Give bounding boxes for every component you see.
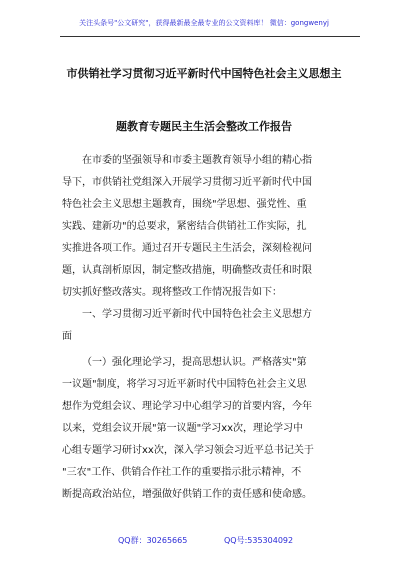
document-title-line-1: 市供销社学习贯彻习近平新时代中国特色社会主义思想主 xyxy=(66,67,342,80)
section-heading-line: 一、学习贯彻习近平新时代中国特色社会主义思想方 xyxy=(82,309,312,320)
subsection-line: 以来，党组会议开展"第一议题"学习xx次，理论学习中 xyxy=(62,423,304,434)
intro-line: 在市委的坚强领导和市委主题教育领导小组的精心指 xyxy=(82,155,312,166)
header-divider xyxy=(60,36,360,37)
section-heading-line: 面 xyxy=(62,331,72,342)
intro-line: 特色社会主义思想主题教育，围绕"学思想、强党性、重 xyxy=(62,199,307,210)
intro-paragraph xyxy=(62,150,348,348)
subsection-line: "三农"工作、供销合作社工作的重要指示批示精神，不 xyxy=(62,467,302,478)
footer-contact xyxy=(0,534,408,548)
qq-group-text: QQ群：30265665 xyxy=(118,536,188,545)
promo-banner: 关注头条号"公文研究"，获得最新最全最专业的公文资料库！ 微信：gongwenyj xyxy=(79,19,329,27)
intro-line: 题，认真剖析原因，制定整改措施，明确整改责任和时限 xyxy=(62,265,312,276)
subsection-line: 一议题"制度，将学习习近平新时代中国特色社会主义思 xyxy=(62,379,307,390)
subsection-line: （一）强化理论学习，提高思想认识。严格落实"第 xyxy=(82,357,307,368)
subsection-line: 想作为党组会议、理论学习中心组学习的首要内容，今年 xyxy=(62,401,312,412)
intro-line: 切实抓好整改落实。现将整改工作情况报告如下： xyxy=(62,287,282,298)
subsection-line: 断提高政治站位，增强做好供销工作的责任感和使命感。 xyxy=(62,489,312,500)
document-title-line-2: 题教育专题民主生活会整改工作报告 xyxy=(116,120,292,133)
qq-number-text: QQ号:535304092 xyxy=(224,536,294,545)
subsection-line: 心组专题学习研讨xx次，深入学习领会习近平总书记关于 xyxy=(62,445,314,456)
intro-line: 实践、建新功"的总要求，紧密结合供销社工作实际，扎 xyxy=(62,221,307,232)
subsection-paragraph xyxy=(62,352,348,506)
intro-line: 导下，市供销社党组深入开展学习贯彻习近平新时代中国 xyxy=(62,177,312,188)
intro-line: 实推进各项工作。通过召开专题民主生活会，深刻检视问 xyxy=(62,243,312,254)
